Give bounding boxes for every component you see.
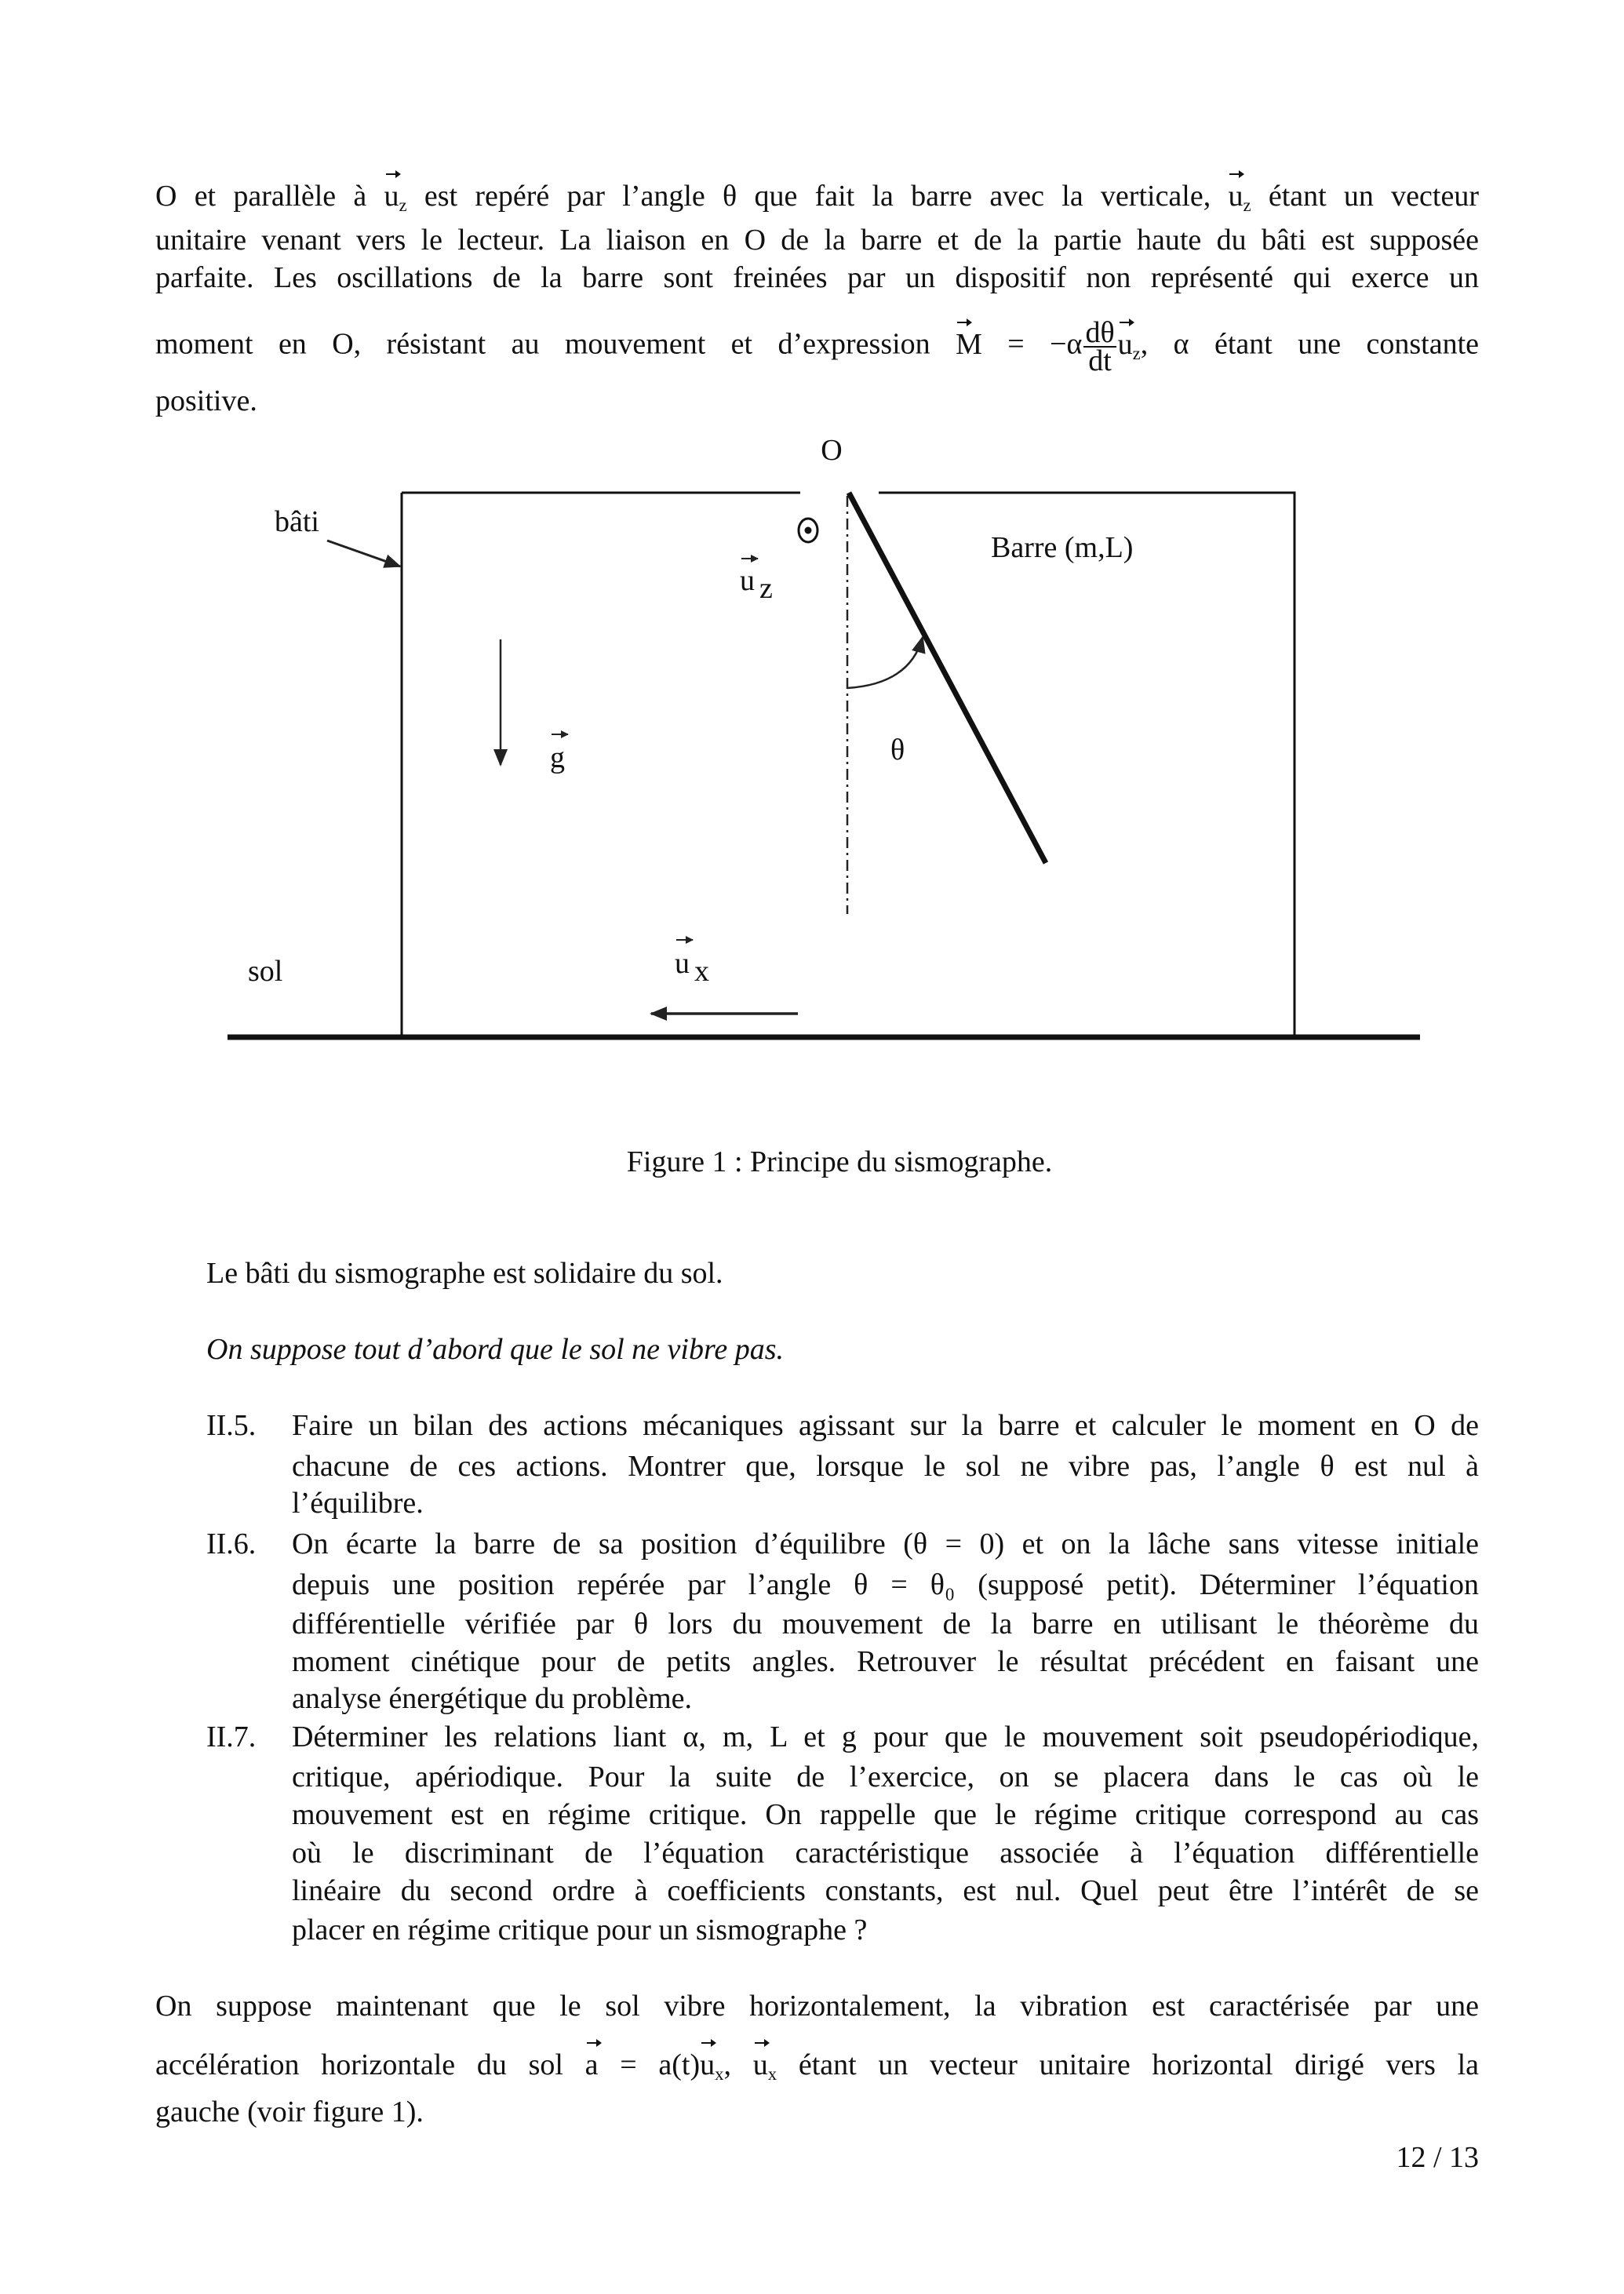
paragraph-bati: Le bâti du sismographe est solidaire du sol. (206, 1257, 723, 1290)
intro-line-2: unitaire venant vers le lecteur. La liaison en O de la barre et de la partie haute du bâti est supposée (155, 224, 1479, 257)
question-label: II.6. (206, 1528, 257, 1560)
figure-caption: Figure 1 : Principe du sismographe. (626, 1145, 1053, 1178)
text: est repéré par l’angle θ que fait la barre avec la verticale, (406, 180, 1229, 213)
question-line: différentielle vérifiée par θ lors du mouvement de la barre en utilisant le théorème du (292, 1608, 1479, 1640)
intro-line-5: positive. (155, 384, 257, 417)
text: étant un vecteur unitaire horizontal dirigé vers la (777, 2048, 1480, 2081)
label-uz (740, 559, 773, 605)
question-line: depuis une position repérée par l’angle θ = θ₀ (supposé petit). Déterminer l’équation (292, 1568, 1479, 1601)
text: , (723, 2048, 753, 2081)
final-line-1: On suppose maintenant que le sol vibre horizontalement, la vibration est caractérisée par une (155, 1990, 1479, 2023)
theta-arc (847, 637, 923, 688)
equation-part: = −α (981, 327, 1083, 361)
svg-text:g: g (550, 741, 565, 774)
label-g (550, 734, 568, 774)
question-line: placer en régime critique pour un sismographe ? (292, 1913, 868, 1946)
question-line: critique, apériodique. Pour la suite de l’exercice, on se placera dans le cas où le (292, 1761, 1479, 1793)
question-line: mouvement est en régime critique. On rappelle que le régime critique correspond au cas (292, 1798, 1479, 1831)
text: , α étant une constante (1140, 327, 1479, 361)
vector-M: M (956, 327, 982, 361)
svg-text:z: z (759, 572, 773, 605)
svg-text:u: u (740, 564, 755, 597)
vector-uz: $u_z$ (384, 178, 407, 224)
label-ux (675, 940, 709, 988)
bati-arrow (327, 541, 400, 566)
vector-uz: $u_z$ (1228, 178, 1251, 224)
intro-line-3: parfaite. Les oscillations de la barre sont freinées par un dispositif non représenté qui exerce un (155, 261, 1479, 294)
label-sol: sol (248, 955, 283, 988)
question-line: linéaire du second ordre à coefficients constants, est nul. Quel peut être l’intérêt de se (292, 1874, 1479, 1907)
vector-uz: $u_z$ (1118, 326, 1141, 372)
page-number: 12 / 13 (1396, 2141, 1479, 2174)
svg-text:x: x (694, 955, 709, 988)
paragraph-hypothesis: On suppose tout d’abord que le sol ne vibre pas. (206, 1333, 784, 1366)
vector-ux: $u_x$ (753, 2047, 777, 2092)
question-line: analyse énergétique du problème. (292, 1682, 692, 1715)
final-line-2 (155, 2047, 1479, 2092)
question-line: On écarte la barre de sa position d’équilibre (θ = 0) et on la lâche sans vitesse initiale (292, 1528, 1479, 1560)
question-line: l’équilibre. (292, 1487, 424, 1520)
question-line: chacune de ces actions. Montrer que, lorsque le sol ne vibre pas, l’angle θ est nul à (292, 1450, 1479, 1483)
uz-out-of-plane-icon (799, 519, 817, 542)
label-bati: bâti (275, 505, 319, 538)
fraction-dtheta-dt: $\frac{d\theta}{dt}$ (1085, 316, 1115, 377)
question-line: moment cinétique pour de petits angles. Retrouver le résultat précédent en faisant une (292, 1645, 1479, 1678)
question-label: II.5. (206, 1409, 257, 1442)
question-line: Faire un bilan des actions mécaniques agissant sur la barre et calculer le moment en O de (292, 1409, 1479, 1442)
final-line-3: gauche (voir figure 1). (155, 2096, 424, 2128)
question-label: II.7. (206, 1720, 257, 1753)
question-line: Déterminer les relations liant α, m, L et g pour que le mouvement soit pseudopériodique, (292, 1720, 1479, 1753)
text: moment en O, résistant au mouvement et d’expression (155, 327, 956, 361)
label-O: O (821, 434, 843, 467)
text: O et parallèle à (155, 180, 384, 213)
equation-part: = a(t) (598, 2048, 701, 2081)
vector-a: a (584, 2048, 599, 2081)
label-theta: θ (890, 734, 905, 766)
text: étant un vecteur (1251, 180, 1479, 213)
vector-ux: $u_x$ (700, 2047, 723, 2092)
label-barre: Barre (m,L) (991, 531, 1134, 564)
svg-text:u: u (675, 947, 690, 980)
text: accélération horizontale du sol (155, 2048, 585, 2081)
question-line: où le discriminant de l’équation caractéristique associée à l’équation différentielle (292, 1837, 1479, 1870)
